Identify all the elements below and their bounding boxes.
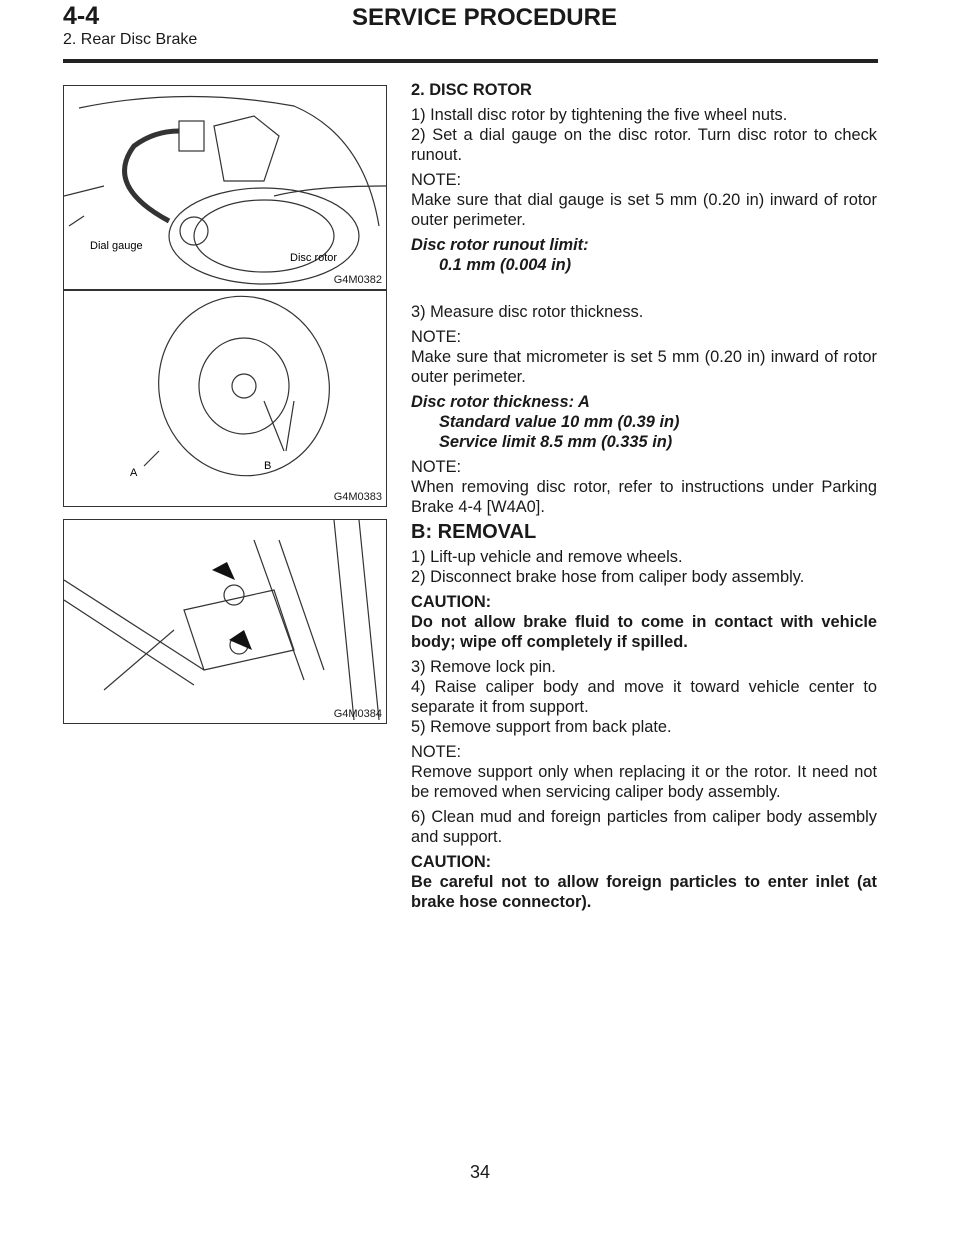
spec-label: Disc rotor runout limit:: [411, 236, 589, 254]
caution-text: Do not allow brake fluid to come in contact with vehicle body; wipe off completely if spilled.: [411, 613, 877, 651]
step: 4) Raise caliper body and move it toward vehicle center to separate it from support.: [411, 678, 877, 716]
note-text: When removing disc rotor, refer to instructions under Parking Brake 4-4 [W4A0].: [411, 478, 877, 516]
step: 1) Install disc rotor by tightening the five wheel nuts.: [411, 106, 788, 124]
step: 2) Disconnect brake hose from caliper body assembly.: [411, 568, 805, 586]
step: 6) Clean mud and foreign particles from caliper body assembly and support.: [411, 808, 877, 846]
page-title: SERVICE PROCEDURE: [352, 4, 617, 31]
figure-id: G4M0382: [333, 274, 382, 286]
disc-thickness-section: [411, 302, 877, 917]
caution-label: CAUTION:: [411, 593, 492, 611]
header-rule: [63, 59, 878, 63]
page-number: 34: [469, 1162, 491, 1182]
spec-limit: Service limit 8.5 mm (0.335 in): [439, 433, 673, 451]
step: 1) Lift-up vehicle and remove wheels.: [411, 548, 683, 566]
note-label: NOTE:: [411, 743, 462, 761]
step: 3) Remove lock pin.: [411, 658, 556, 676]
note-label: NOTE:: [411, 171, 462, 189]
step: 5) Remove support from back plate.: [411, 718, 672, 736]
removal-heading: B: REMOVAL: [411, 521, 537, 543]
spec-standard: Standard value 10 mm (0.39 in): [439, 413, 680, 431]
figure-id: G4M0384: [333, 708, 382, 720]
label-b: B: [264, 460, 272, 472]
label-dial-gauge: Dial gauge: [90, 240, 143, 252]
section-heading: 2. DISC ROTOR: [411, 81, 532, 99]
label-disc-rotor: Disc rotor: [290, 252, 338, 264]
note-text: Remove support only when replacing it or the rotor. It need not be removed when servicing caliper body assembly.: [411, 763, 877, 801]
spec-label: Disc rotor thickness: A: [411, 393, 590, 411]
note-text: Make sure that micrometer is set 5 mm (0.20 in) inward of rotor outer perimeter.: [411, 348, 877, 386]
figure-removal: [63, 519, 387, 724]
caution-label: CAUTION:: [411, 853, 492, 871]
figure-disc-thickness: [63, 290, 387, 507]
caution-text: Be careful not to allow foreign particles to enter inlet (at brake hose connector).: [411, 873, 877, 911]
figure-id: G4M0383: [333, 491, 382, 503]
dial-gauge-illustration: [64, 86, 386, 289]
disc-rotor-illustration: [64, 291, 386, 506]
spec-value: 0.1 mm (0.004 in): [439, 256, 572, 274]
disc-rotor-section: [411, 80, 877, 280]
step: 3) Measure disc rotor thickness.: [411, 303, 644, 321]
caliper-removal-illustration: [64, 520, 386, 723]
note-label: NOTE:: [411, 458, 462, 476]
figure-dial-gauge: [63, 85, 387, 290]
note-text: Make sure that dial gauge is set 5 mm (0.20 in) inward of rotor outer perimeter.: [411, 191, 877, 229]
section-number: 4-4: [63, 2, 100, 30]
step: 2) Set a dial gauge on the disc rotor. Turn disc rotor to check runout.: [411, 126, 877, 164]
note-label: NOTE:: [411, 328, 462, 346]
page-subtitle: 2. Rear Disc Brake: [63, 31, 198, 48]
label-a: A: [130, 467, 138, 479]
